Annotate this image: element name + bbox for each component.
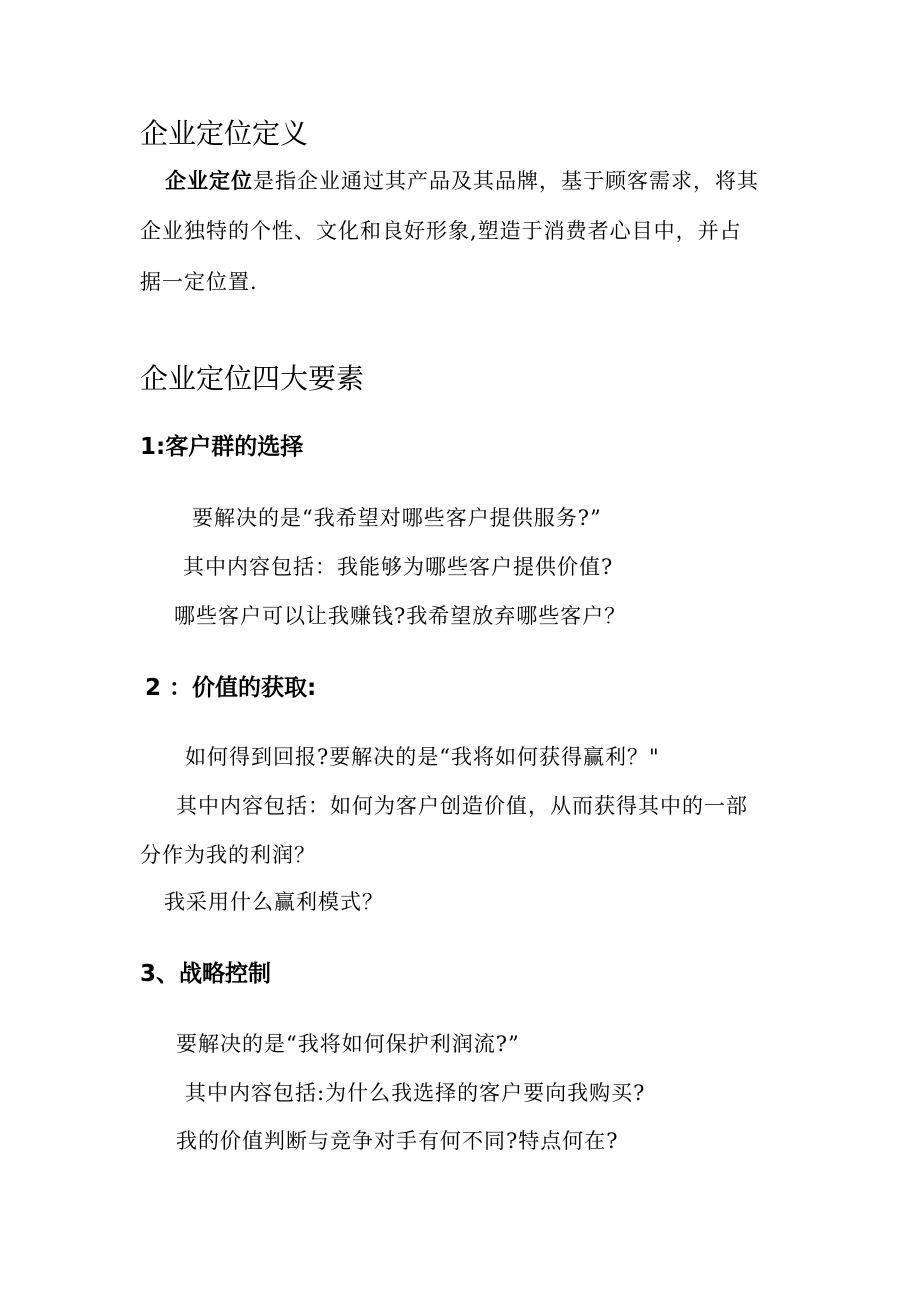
definition-text: 是指企业通过其产品及其品牌，基于顾客需求，将其	[253, 169, 759, 193]
element2-line-1: 如何得到回报?要解决的是“我将如何获得赢利？"	[185, 745, 660, 769]
element3-line-2: 其中内容包括:为什么我选择的客户要向我购买?	[185, 1081, 646, 1105]
element2-line-4: 我采用什么赢利模式？	[164, 890, 384, 914]
element1-line-3: 哪些客户可以让我赚钱?我希望放弃哪些客户？	[174, 604, 627, 628]
element3-line-3: 我的价值判断与竞争对手有何不同?特点何在?	[176, 1129, 619, 1153]
definition-paragraph-line-2: 企业独特的个性、文化和良好形象,塑造于消费者心目中，并占	[140, 219, 742, 243]
element2-line-3: 分作为我的利润？	[140, 843, 316, 867]
definition-paragraph-line-1	[165, 171, 759, 192]
element1-line-2: 其中内容包括：我能够为哪些客户提供价值?	[183, 555, 614, 579]
element2-line-2: 其中内容包括：如何为客户创造价值，从而获得其中的一部	[176, 794, 748, 818]
definition-term: 企业定位	[165, 169, 253, 193]
element-heading-value-capture: 2 ：价值的获取:	[145, 675, 317, 701]
element1-line-1: 要解决的是“我希望对哪些客户提供服务?”	[192, 506, 602, 530]
element-heading-customer-selection: 1:客户群的选择	[140, 434, 304, 460]
section-title-four-elements: 企业定位四大要素	[140, 362, 365, 395]
element3-line-1: 要解决的是“我将如何保护利润流?”	[176, 1032, 520, 1056]
definition-paragraph-line-3: 据一定位置.	[140, 270, 258, 294]
element-heading-strategic-control: 3、战略控制	[140, 961, 272, 987]
section-title-definition: 企业定位定义	[140, 117, 309, 150]
